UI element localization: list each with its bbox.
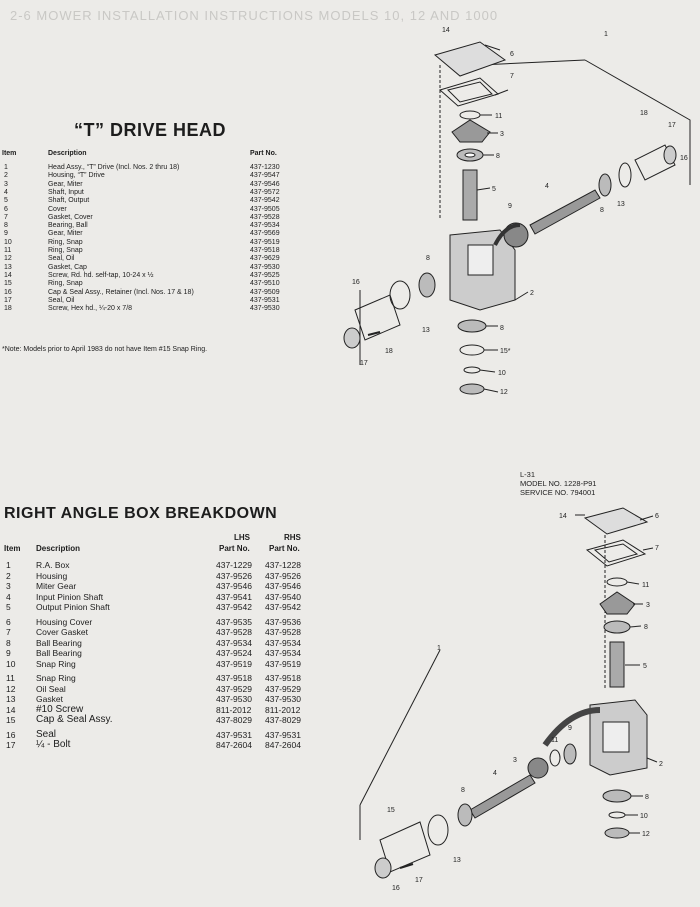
callout-17a: 17 xyxy=(668,122,676,129)
ra-row-rhs-part: 437-9529 xyxy=(265,683,301,694)
ra-row-rhs-part: 437-9546 xyxy=(265,581,301,591)
ra-row-description: R.A. Box xyxy=(36,560,70,570)
ra-row-lhs-part: 437-8029 xyxy=(216,715,252,725)
ra-row-rhs-part: 437-9536 xyxy=(265,616,301,627)
ra-header-item: Item xyxy=(4,544,21,553)
callout-2: 2 xyxy=(530,290,534,297)
miter-gear-part xyxy=(452,120,490,142)
ra-row-item: 9 xyxy=(6,648,11,658)
t-drive-row-part: 437-9534 xyxy=(250,222,280,230)
callout-14: 14 xyxy=(442,27,450,34)
ra-callout-3a: 3 xyxy=(646,602,650,609)
ra-bearing-9 xyxy=(564,744,576,764)
t-drive-row-description: Bearing, Ball xyxy=(48,222,88,230)
callout-5: 5 xyxy=(492,186,496,193)
t-drive-row-item: 8 xyxy=(4,222,8,230)
t-drive-row-item: 16 xyxy=(4,288,12,296)
ra-row-lhs-part: 811-2012 xyxy=(216,704,252,715)
callout-11: 11 xyxy=(495,113,503,120)
ra-row-description: Gasket xyxy=(36,694,63,704)
ra-row-item: 15 xyxy=(6,715,16,725)
t-drive-row-description: Shaft, Input xyxy=(48,188,84,196)
ra-row-rhs-part: 437-8029 xyxy=(265,715,301,725)
t-drive-row-part: 437-9509 xyxy=(250,288,280,296)
ra-oil-seal-12 xyxy=(605,828,629,838)
ra-row-description: Miter Gear xyxy=(36,581,77,591)
t-drive-title: “T” DRIVE HEAD xyxy=(74,120,227,140)
ra-row-lhs-part: 437-9531 xyxy=(216,729,252,740)
ra-row-rhs-part: 437-9534 xyxy=(265,648,301,658)
t-drive-row-part: 437-9629 xyxy=(250,255,280,263)
ra-row-rhs-part: 437-9528 xyxy=(265,627,301,637)
t-drive-row-part: 437-9569 xyxy=(250,230,280,238)
t-drive-row-description: Cap & Seal Assy., Retainer (Incl. Nos. 17 & 18) xyxy=(48,288,194,296)
callout-6: 6 xyxy=(510,51,514,58)
ra-callout-8b: 8 xyxy=(645,794,649,801)
callout-3: 3 xyxy=(500,131,504,138)
ra-row-rhs-part: 811-2012 xyxy=(265,704,301,715)
t-drive-row-description: Screw, Hex hd., ¼-20 x 7/8 xyxy=(48,305,133,313)
ra-output-shaft xyxy=(610,642,624,687)
model-line-1: L-31 xyxy=(520,470,536,479)
ra-row-description: Oil Seal xyxy=(36,683,66,694)
ra-row-lhs-part: 437-9534 xyxy=(216,637,252,648)
ra-callout-16: 16 xyxy=(392,885,400,892)
ra-row-description: Snap Ring xyxy=(36,658,76,669)
callout-16b: 16 xyxy=(352,279,360,286)
t-drive-row-item: 14 xyxy=(4,271,12,279)
bearing-right xyxy=(599,174,611,196)
t-drive-row-part: 437-9531 xyxy=(250,296,280,304)
callout-7: 7 xyxy=(510,73,514,80)
ra-row-item: 12 xyxy=(6,683,16,694)
ra-row-lhs-part: 437-1229 xyxy=(216,560,252,570)
callout-4: 4 xyxy=(545,183,549,190)
ra-row-item: 7 xyxy=(6,627,11,637)
ra-callout-2: 2 xyxy=(659,761,663,768)
t-drive-row-description: Head Assy., “T” Drive (Incl. Nos. 2 thru 18) xyxy=(48,164,180,171)
ra-row-lhs-part: 437-9519 xyxy=(216,658,252,669)
t-drive-row-part: 437-9510 xyxy=(250,280,280,288)
ra-row-rhs-part: 437-9518 xyxy=(265,673,301,683)
ra-row-description: Housing Cover xyxy=(36,616,93,627)
ra-row-rhs-part: 437-9530 xyxy=(265,694,301,704)
t-drive-row-description: Screw, Rd. hd. self-tap, 10-24 x ½ xyxy=(48,271,154,279)
snap-ring-15 xyxy=(460,345,484,355)
ra-row-lhs-part: 437-9518 xyxy=(216,673,252,683)
callout-8b: 8 xyxy=(600,207,604,214)
t-drive-row-description: Gasket, Cover xyxy=(48,213,93,221)
t-drive-row-part: 437-9530 xyxy=(250,263,280,271)
ra-gasket-13 xyxy=(428,815,448,845)
t-drive-row-description: Shaft, Output xyxy=(48,197,90,205)
ra-callout-8c: 8 xyxy=(461,787,465,794)
ra-callout-11a: 11 xyxy=(642,582,650,589)
ra-bearing xyxy=(604,621,630,633)
t-drive-row-part: 437-9528 xyxy=(250,213,280,221)
callout-12: 12 xyxy=(500,389,508,396)
snap-ring-10 xyxy=(464,367,480,373)
ra-callout-4: 4 xyxy=(493,770,497,777)
ra-callout-8a: 8 xyxy=(644,624,648,631)
t-drive-row-description: Seal, Oil xyxy=(48,255,75,263)
ra-row-rhs-part: 847-2604 xyxy=(265,740,301,750)
ra-row-rhs-part: 437-9542 xyxy=(265,602,301,612)
ra-row-item: 8 xyxy=(6,637,11,648)
ra-header-rhs-part: Part No. xyxy=(269,544,300,553)
ra-row-lhs-part: 437-9528 xyxy=(216,627,252,637)
ra-header-description: Description xyxy=(36,544,81,553)
ra-row-lhs-part: 437-9542 xyxy=(216,602,252,612)
ra-header-lhs-part: Part No. xyxy=(219,544,250,553)
callout-10: 10 xyxy=(498,370,506,377)
ra-row-lhs-part: 437-9529 xyxy=(216,683,252,694)
t-drive-row-item: 3 xyxy=(4,180,8,188)
snap-ring-part xyxy=(460,111,480,119)
t-drive-row-item: 15 xyxy=(4,280,12,288)
callout-18b: 18 xyxy=(385,348,393,355)
ra-row-lhs-part: 437-9524 xyxy=(216,648,252,658)
cover-part xyxy=(435,42,505,76)
t-drive-row-item: 5 xyxy=(4,197,8,205)
ra-row-description: Ball Bearing xyxy=(36,637,82,648)
ra-row-item: 14 xyxy=(6,704,16,715)
ra-row-description: Output Pinion Shaft xyxy=(36,602,110,612)
ra-snap-11 xyxy=(550,750,560,766)
ra-row-item: 16 xyxy=(6,729,16,740)
ra-row-description: Input Pinion Shaft xyxy=(36,591,104,602)
ra-callout-13: 13 xyxy=(453,857,461,864)
ra-row-rhs-part: 437-9540 xyxy=(265,591,301,602)
callout-18a: 18 xyxy=(640,110,648,117)
ra-callout-1: 1 xyxy=(437,645,441,652)
ra-cover-part xyxy=(585,508,647,534)
t-drive-header-description: Description xyxy=(48,150,87,157)
ra-row-item: 3 xyxy=(6,581,11,591)
t-drive-row-item: 11 xyxy=(4,247,12,254)
callout-8a: 8 xyxy=(496,153,500,160)
ra-row-lhs-part: 437-9546 xyxy=(216,581,252,591)
ra-gear-3 xyxy=(528,758,548,778)
ra-callout-5: 5 xyxy=(643,663,647,670)
t-drive-row-item: 12 xyxy=(4,255,12,263)
t-drive-row-item: 13 xyxy=(4,263,12,271)
model-line-3: SERVICE NO. 794001 xyxy=(520,488,596,497)
ra-callout-14: 14 xyxy=(559,513,567,520)
ra-snap-10 xyxy=(609,812,625,818)
input-shaft-part xyxy=(530,190,600,234)
callout-9: 9 xyxy=(508,203,512,210)
ra-row-rhs-part: 437-9519 xyxy=(265,658,301,669)
ra-header-rhs: RHS xyxy=(284,533,301,542)
ra-row-rhs-part: 437-9526 xyxy=(265,570,301,581)
ra-row-lhs-part: 437-9530 xyxy=(216,694,252,704)
callout-8c: 8 xyxy=(426,255,430,262)
ra-callout-11b: 11 xyxy=(551,737,559,744)
callout-8d: 8 xyxy=(500,325,504,332)
t-drive-row-item: 6 xyxy=(4,205,8,213)
bleed-through-text: 2-6 MOWER INSTALLATION INSTRUCTIONS MODELS 10, 12 AND 1000 xyxy=(10,8,499,23)
t-drive-row-description: Ring, Snap xyxy=(48,280,83,288)
ra-callout-10: 10 xyxy=(640,813,648,820)
t-drive-exploded-diagram xyxy=(330,20,700,410)
t-drive-row-part: 437-1230 xyxy=(250,164,280,171)
callout-13a: 13 xyxy=(617,201,625,208)
ra-row-description: Cap & Seal Assy. xyxy=(36,714,113,725)
output-shaft-part xyxy=(463,170,477,220)
ra-bearing-8 xyxy=(458,804,472,826)
bearing-lower xyxy=(458,320,486,332)
ra-row-item: 10 xyxy=(6,658,16,669)
ra-header-lhs: LHS xyxy=(234,533,250,542)
callout-16a: 16 xyxy=(680,155,688,162)
callout-15: 15* xyxy=(500,348,511,355)
right-angle-title: RIGHT ANGLE BOX BREAKDOWN xyxy=(4,505,278,522)
ra-row-lhs-part: 437-9541 xyxy=(216,591,252,602)
t-drive-row-part: 437-9572 xyxy=(250,188,280,196)
ra-row-description: Ball Bearing xyxy=(36,648,82,658)
ra-callout-3b: 3 xyxy=(513,757,517,764)
right-angle-exploded-diagram xyxy=(355,500,700,900)
t-drive-row-item: 1 xyxy=(4,164,8,171)
t-drive-note: *Note: Models prior to April 1983 do not have Item #15 Snap Ring. xyxy=(2,346,208,353)
t-drive-row-description: Housing, “T” Drive xyxy=(48,172,105,180)
ra-row-description: #10 Screw xyxy=(36,703,84,715)
ra-row-item: 2 xyxy=(6,570,11,581)
t-drive-row-description: Seal, Oil xyxy=(48,296,75,304)
t-drive-row-item: 7 xyxy=(4,213,8,221)
ra-row-rhs-part: 437-1228 xyxy=(265,560,301,570)
ra-callout-6: 6 xyxy=(655,513,659,520)
oil-seal-12 xyxy=(460,384,484,394)
gasket-right xyxy=(619,163,631,187)
ra-bearing-lower xyxy=(603,790,631,802)
t-drive-row-description: Gear, Miter xyxy=(48,230,83,238)
model-line-2: MODEL NO. 1228-P91 xyxy=(520,479,597,488)
t-drive-row-description: Ring, Snap xyxy=(48,247,83,254)
t-drive-row-part: 437-9525 xyxy=(250,271,280,279)
ra-callout-15: 15 xyxy=(387,807,395,814)
ra-callout-12: 12 xyxy=(642,831,650,838)
ra-row-item: 6 xyxy=(6,616,11,627)
t-drive-row-item: 10 xyxy=(4,238,12,246)
ra-row-rhs-part: 437-9531 xyxy=(265,729,301,740)
ra-row-item: 4 xyxy=(6,591,11,602)
t-drive-row-part: 437-9530 xyxy=(250,305,280,313)
t-drive-row-part: 437-9518 xyxy=(250,247,280,254)
t-drive-row-part: 437-9547 xyxy=(250,172,280,180)
ra-row-description: ¼ - Bolt xyxy=(36,739,71,750)
callout-1: 1 xyxy=(604,31,608,38)
t-drive-row-item: 9 xyxy=(4,230,8,238)
t-drive-row-part: 437-9505 xyxy=(250,205,280,213)
t-drive-header-item: Item xyxy=(2,150,17,157)
ra-row-description: Cover Gasket xyxy=(36,627,88,637)
ra-callout-7: 7 xyxy=(655,545,659,552)
t-drive-row-part: 437-9519 xyxy=(250,238,280,246)
ra-row-item: 1 xyxy=(6,560,11,570)
t-drive-row-description: Gear, Miter xyxy=(48,180,83,188)
t-drive-row-item: 17 xyxy=(4,296,12,304)
t-drive-row-description: Cover xyxy=(48,205,67,213)
ra-snap-ring xyxy=(607,578,627,586)
ra-row-description: Seal xyxy=(36,728,57,740)
t-drive-row-description: Gasket, Cap xyxy=(48,263,87,271)
callout-17b: 17 xyxy=(360,360,368,367)
ra-row-lhs-part: 847-2604 xyxy=(216,740,252,750)
ra-row-description: Housing xyxy=(36,570,68,581)
t-drive-row-item: 4 xyxy=(4,188,8,196)
t-drive-row-item: 18 xyxy=(4,305,12,313)
ra-row-item: 17 xyxy=(6,740,16,750)
callout-13b: 13 xyxy=(422,327,430,334)
ra-row-lhs-part: 437-9535 xyxy=(216,616,252,627)
t-drive-header-part: Part No. xyxy=(250,150,277,157)
ra-row-item: 11 xyxy=(6,673,15,683)
t-drive-row-item: 2 xyxy=(4,172,8,180)
ra-row-item: 13 xyxy=(6,694,16,704)
bearing-left xyxy=(419,273,435,297)
model-info xyxy=(520,470,596,497)
ra-row-description: Snap Ring xyxy=(36,673,76,683)
ra-row-rhs-part: 437-9534 xyxy=(265,637,301,648)
ra-callout-9: 9 xyxy=(568,725,572,732)
ra-callout-17: 17 xyxy=(415,877,423,884)
ra-row-lhs-part: 437-9526 xyxy=(216,570,252,581)
ra-input-shaft xyxy=(470,775,535,818)
t-drive-row-part: 437-9546 xyxy=(250,180,280,188)
t-drive-row-part: 437-9542 xyxy=(250,197,280,205)
t-drive-row-description: Ring, Snap xyxy=(48,238,83,246)
ra-row-item: 5 xyxy=(6,602,11,612)
